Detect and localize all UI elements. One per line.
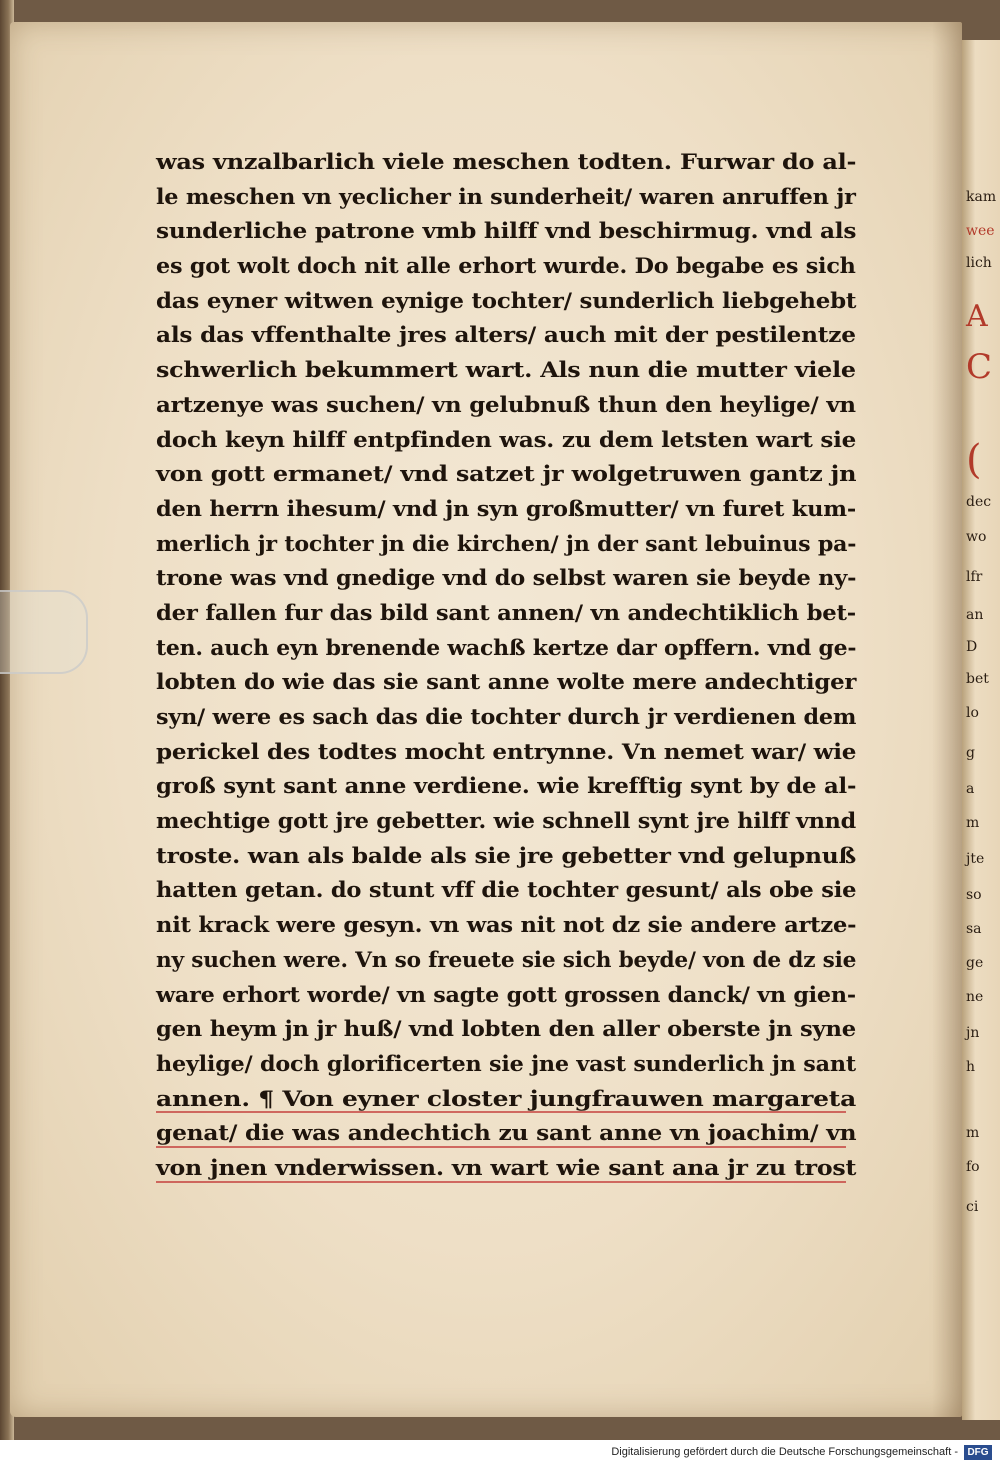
facing-page-fragment: kam xyxy=(966,189,997,205)
text-line: troste. wan als balde als sie jre gebetter vnd gelupnuß xyxy=(156,842,857,868)
facing-page-fragment: fo xyxy=(966,1159,980,1175)
text-line: groß synt sant anne verdiene. wie krefftig synt by de al- xyxy=(156,773,857,799)
facing-page-fragment: sa xyxy=(966,921,982,937)
text-line: der fallen fur das bild sant annen/ vn andechtiklich bet- xyxy=(156,599,856,625)
digitization-footer xyxy=(0,1440,1000,1466)
text-line: was vnzalbarlich viele meschen todten. Furwar do al- xyxy=(156,149,857,174)
text-line: artzenye was suchen/ vn gelubnuß thun den heylige/ vn xyxy=(156,391,856,417)
text-block xyxy=(156,145,856,1186)
facing-page-fragment: a xyxy=(966,781,975,797)
facing-page-fragment: ge xyxy=(966,955,984,971)
text-line: als das vffenthalte jres alters/ auch mit der pestilentze xyxy=(156,322,856,348)
facing-page-fragment: ne xyxy=(966,989,984,1005)
text-line: merlich jr tochter jn die kirchen/ jn der sant lebuinus pa- xyxy=(156,530,857,556)
text-line: nit krack were gesyn. vn was nit not dz sie andere artze- xyxy=(156,912,857,938)
facing-page-fragment: C xyxy=(966,347,993,387)
facing-page-fragment: jte xyxy=(966,851,985,867)
book-clasp xyxy=(0,590,88,674)
text-line: den herrn ihesum/ vnd jn syn großmutter/ vn furet kum- xyxy=(156,495,856,521)
text-line: lobten do wie das sie sant anne wolte mere andechtiger xyxy=(156,669,857,695)
text-line: ware erhort worde/ vn sagte gott grossen danck/ vn gien- xyxy=(156,981,856,1007)
text-line: es got wolt doch nit alle erhort wurde. Do begabe es sich xyxy=(156,253,856,279)
rubric-underline xyxy=(156,1111,846,1113)
rubric-underline xyxy=(156,1146,846,1148)
facing-page-fragment: wo xyxy=(966,529,987,545)
text-line: trone was vnd gnedige vnd do selbst waren sie beyde ny- xyxy=(156,565,857,591)
text-line-rubric-heading: annen. ¶ Von eyner closter jungfrauwen margareta xyxy=(156,1082,856,1117)
facing-page-fragment: bet xyxy=(966,671,989,687)
text-line: hatten getan. do stunt vff die tochter gesunt/ als obe sie xyxy=(156,877,857,903)
text-line-rubric-heading: genat/ die was andechtich zu sant anne vn joachim/ vn xyxy=(156,1116,856,1151)
text-line: ny suchen were. Vn so freuete sie sich beyde/ von de dz sie xyxy=(156,946,857,972)
facing-page-fragment: m xyxy=(966,815,980,831)
text-line: gen heym jn jr huß/ vnd lobten den aller oberste jn syne xyxy=(156,1016,856,1042)
text-line-rubric-heading: von jnen vnderwissen. vn wart wie sant ana jr zu trost xyxy=(156,1151,856,1186)
facing-page-fragment: A xyxy=(966,299,988,334)
facing-page-fragment: wee xyxy=(966,223,995,239)
text-line: von gott ermanet/ vnd satzet jr wolgetruwen gantz jn xyxy=(156,461,857,487)
facing-page-fragment: h xyxy=(966,1059,976,1075)
facing-page-edge xyxy=(962,40,1000,1420)
text-line: doch keyn hilff entpfinden was. zu dem letsten wart sie xyxy=(156,426,857,452)
footer-credit: Digitalisierung gefördert durch die Deutsche Forschungsgemeinschaft - xyxy=(611,1446,958,1458)
text-line: das eyner witwen eynige tochter/ sunderlich liebgehebt xyxy=(156,287,857,313)
facing-page-fragment: ( xyxy=(966,437,982,483)
facing-page-fragment: an xyxy=(966,607,984,623)
text-line: syn/ were es sach das die tochter durch jr verdienen dem xyxy=(156,704,857,729)
text-line: heylige/ doch glorificerten sie jne vast sunderlich jn sant xyxy=(156,1050,856,1076)
facing-page-fragment: g xyxy=(966,745,975,761)
text-line: le meschen vn yeclicher in sunderheit/ waren anruffen jr xyxy=(156,183,856,209)
dfg-logo: DFG xyxy=(964,1445,992,1460)
facing-page-fragment: lo xyxy=(966,705,979,721)
facing-page-fragment: lfr xyxy=(966,569,983,585)
facing-page-fragment: m xyxy=(966,1125,980,1141)
facing-page-fragment: ci xyxy=(966,1199,979,1215)
text-line: perickel des todtes mocht entrynne. Vn nemet war/ wie xyxy=(156,738,857,764)
text-line: sunderliche patrone vmb hilff vnd beschirmug. vnd als xyxy=(156,218,857,244)
facing-page-fragment: dec xyxy=(966,494,992,510)
facing-page-fragment: D xyxy=(966,639,978,655)
rubric-underline xyxy=(156,1181,846,1183)
facing-page-fragment: so xyxy=(966,887,982,903)
text-line: ten. auch eyn brenende wachß kertze dar opffern. vnd ge- xyxy=(156,634,857,660)
facing-page-fragment: jn xyxy=(966,1025,980,1041)
facing-page-fragment: lich xyxy=(966,255,992,271)
text-line: schwerlich bekummert wart. Als nun die mutter viele xyxy=(156,357,856,383)
page-gutter-shadow xyxy=(932,22,962,1417)
text-line: mechtige gott jre gebetter. wie schnell synt jre hilff vnnd xyxy=(156,808,856,834)
